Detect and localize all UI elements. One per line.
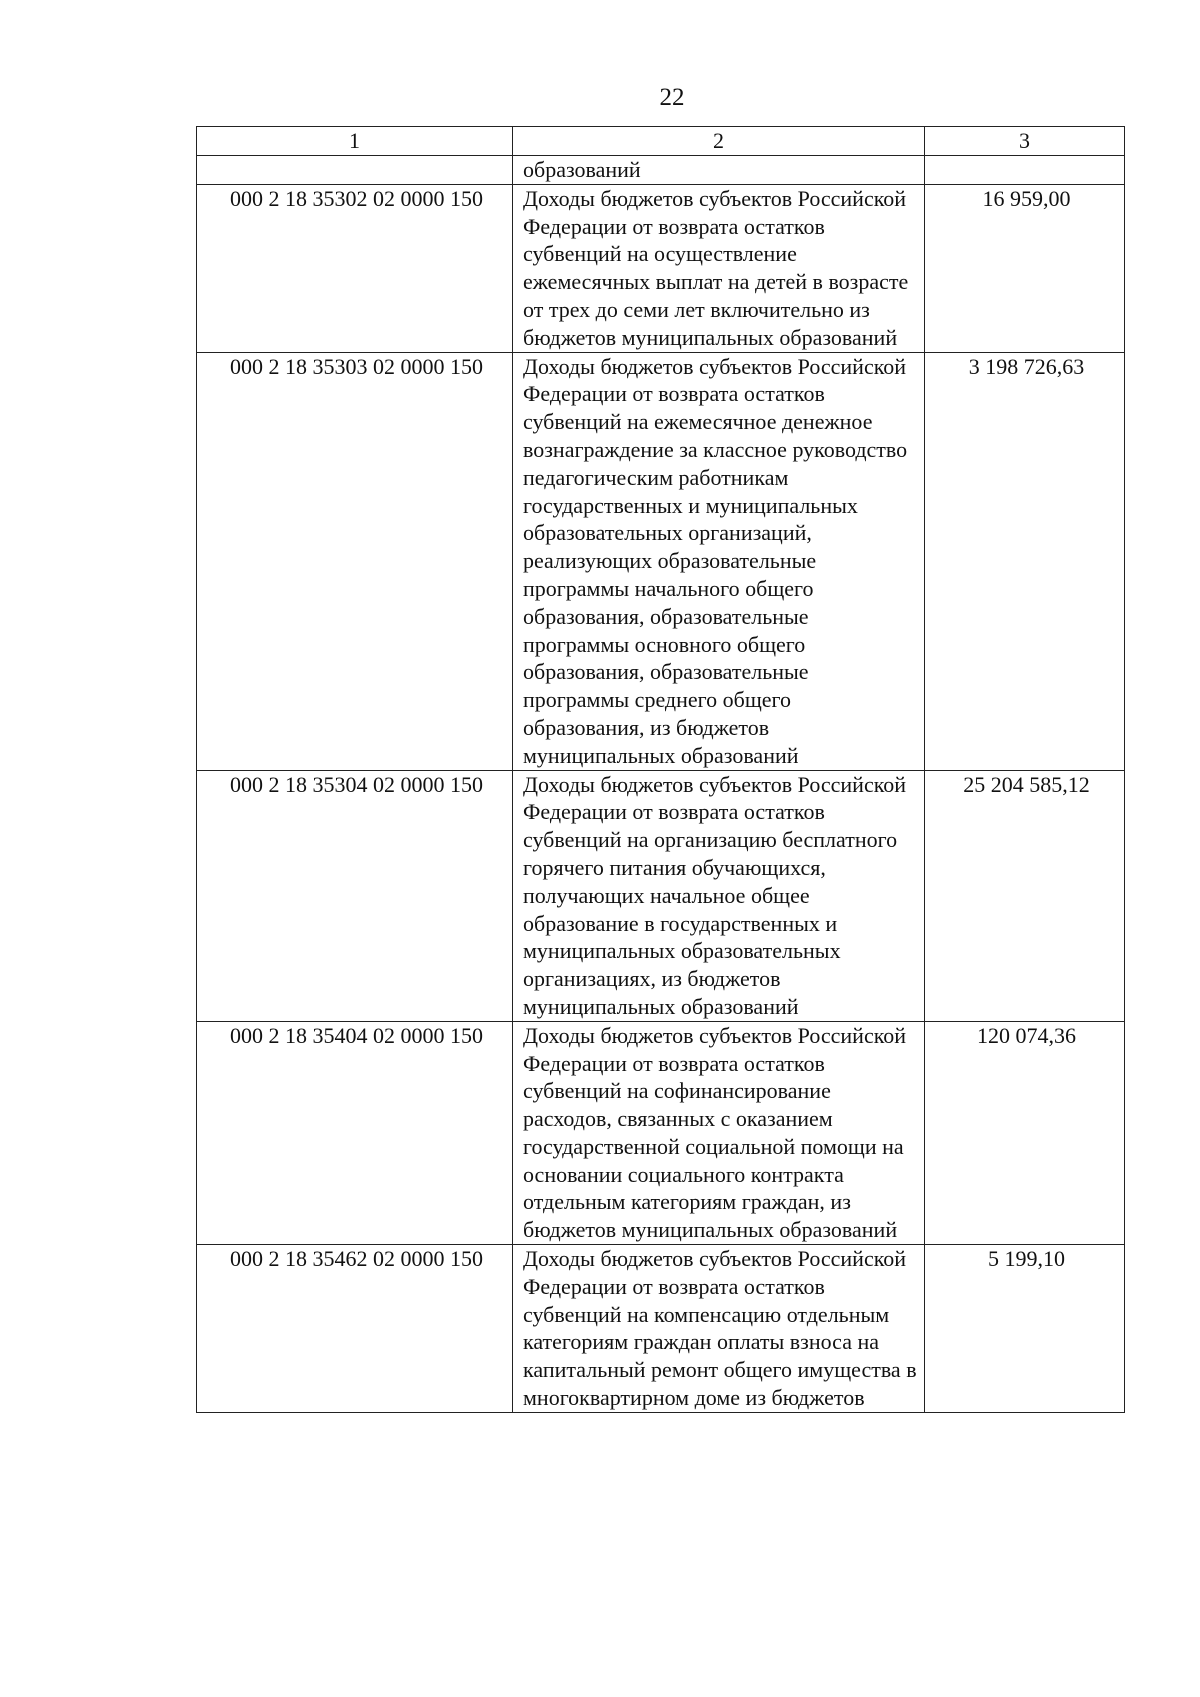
page-number: 22 — [659, 84, 685, 111]
row-description: Доходы бюджетов субъектов Российской Федерации от возврата остатков субвенций на организацию бесплатного горячего питания обучающихся, получающих начальное общее образование в государственных и муниципальных образовательных организациях, из бюджетов муниципальных образований — [513, 770, 925, 1021]
table-row — [197, 352, 1125, 770]
table-row — [197, 1245, 1125, 1413]
table-row — [197, 184, 1125, 352]
row-description: Доходы бюджетов субъектов Российской Федерации от возврата остатков субвенций на компенсацию отдельным категориям граждан оплаты взноса на капитальный ремонт общего имущества в многоквартирном доме из бюджетов — [513, 1245, 925, 1413]
revenue-table — [196, 126, 1125, 1413]
row-amount: 25 204 585,12 — [925, 770, 1125, 1021]
table-row — [197, 770, 1125, 1021]
row-description: Доходы бюджетов субъектов Российской Федерации от возврата остатков субвенций на осуществление ежемесячных выплат на детей в возрасте от трех до семи лет включительно из бюджетов муниципальных образований — [513, 184, 925, 352]
row-code: 000 2 18 35304 02 0000 150 — [197, 770, 513, 1021]
row-amount: 16 959,00 — [925, 184, 1125, 352]
table-header-row — [197, 127, 1125, 156]
row-description: Доходы бюджетов субъектов Российской Федерации от возврата остатков субвенций на ежемесячное денежное вознаграждение за классное руководство педагогическим работникам государственных и муниципальных образовательных организаций, реализующих образовательные программы начального общего образования, образовательные программы основного общего образования, образовательные программы среднего общего образования, из бюджетов муниципальных образований — [513, 352, 925, 770]
row-amount: 3 198 726,63 — [925, 352, 1125, 770]
table-row — [197, 1021, 1125, 1244]
column-header-3: 3 — [925, 127, 1125, 156]
column-header-2: 2 — [513, 127, 925, 156]
row-description: образований — [513, 156, 925, 185]
row-code: 000 2 18 35302 02 0000 150 — [197, 184, 513, 352]
row-description: Доходы бюджетов субъектов Российской Федерации от возврата остатков субвенций на софинансирование расходов, связанных с оказанием государственной социальной помощи на основании социального контракта отдельным категориям граждан, из бюджетов муниципальных образований — [513, 1021, 925, 1244]
column-header-1: 1 — [197, 127, 513, 156]
row-code: 000 2 18 35404 02 0000 150 — [197, 1021, 513, 1244]
row-code: 000 2 18 35303 02 0000 150 — [197, 352, 513, 770]
row-amount: 120 074,36 — [925, 1021, 1125, 1244]
row-amount: 5 199,10 — [925, 1245, 1125, 1413]
row-code — [197, 156, 513, 185]
row-code: 000 2 18 35462 02 0000 150 — [197, 1245, 513, 1413]
row-amount — [925, 156, 1125, 185]
table-row-continuation — [197, 156, 1125, 185]
